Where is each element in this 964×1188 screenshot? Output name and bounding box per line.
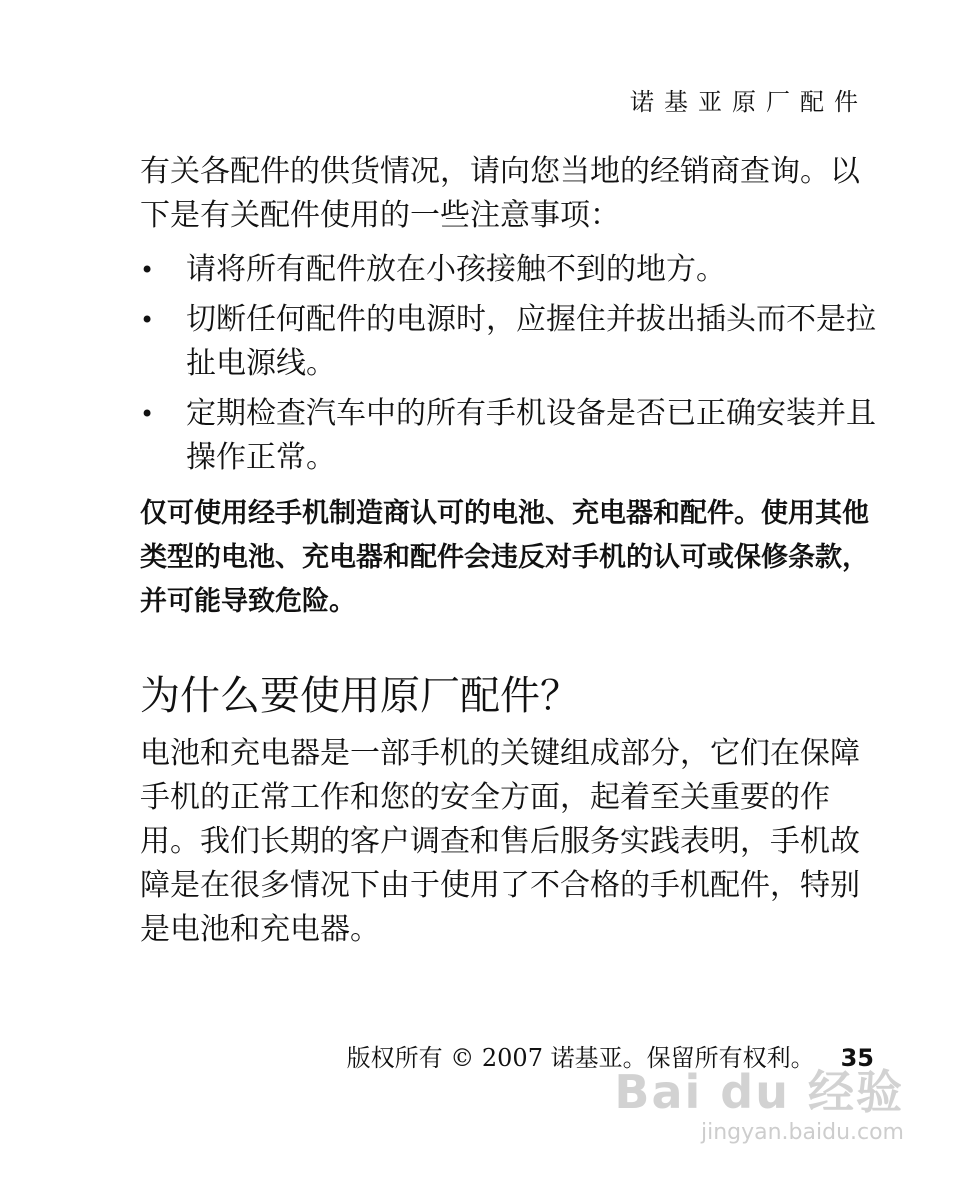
list-item-text: 切断任何配件的电源时，应握住并拔出插头而不是拉扯电源线。: [186, 302, 876, 381]
page-number: 35: [840, 1044, 874, 1072]
list-item-text: 请将所有配件放在小孩接触不到的地方。: [186, 252, 726, 287]
bullet-icon: •: [140, 256, 155, 284]
page-content: [140, 150, 880, 952]
list-item: [140, 392, 880, 480]
list-item-text: 定期检查汽车中的所有手机设备是否已正确安装并且操作正常。: [186, 396, 876, 475]
watermark-logo: Bai du 经验: [614, 1065, 904, 1119]
running-header: 诺基亚原厂配件: [630, 88, 868, 116]
list-item: [140, 298, 880, 386]
bullet-icon: •: [140, 400, 155, 428]
copyright-text: 版权所有 © 2007 诺基亚。保留所有权利。: [346, 1044, 815, 1072]
warning-paragraph: 仅可使用经手机制造商认可的电池、充电器和配件。使用其他类型的电池、充电器和配件会违反对手机的认可或保修条款，并可能导致危险。: [140, 498, 869, 617]
baidu-watermark: [614, 1056, 904, 1145]
intro-paragraph: 有关各配件的供货情况，请向您当地的经销商查询。以下是有关配件使用的一些注意事项：: [140, 154, 860, 233]
bullet-icon: •: [140, 306, 155, 334]
list-item: [140, 248, 880, 292]
watermark-url: jingyan.baidu.com: [700, 1120, 904, 1145]
section-body: 电池和充电器是一部手机的关键组成部分，它们在保障手机的正常工作和您的安全方面，起着至关重要的作用。我们长期的客户调查和售后服务实践表明，手机故障是在很多情况下由于使用了不合格的手机配件，特别是电池和充电器。: [140, 736, 860, 947]
precaution-list: [140, 248, 880, 480]
section-heading: 为什么要使用原厂配件？: [140, 673, 580, 719]
